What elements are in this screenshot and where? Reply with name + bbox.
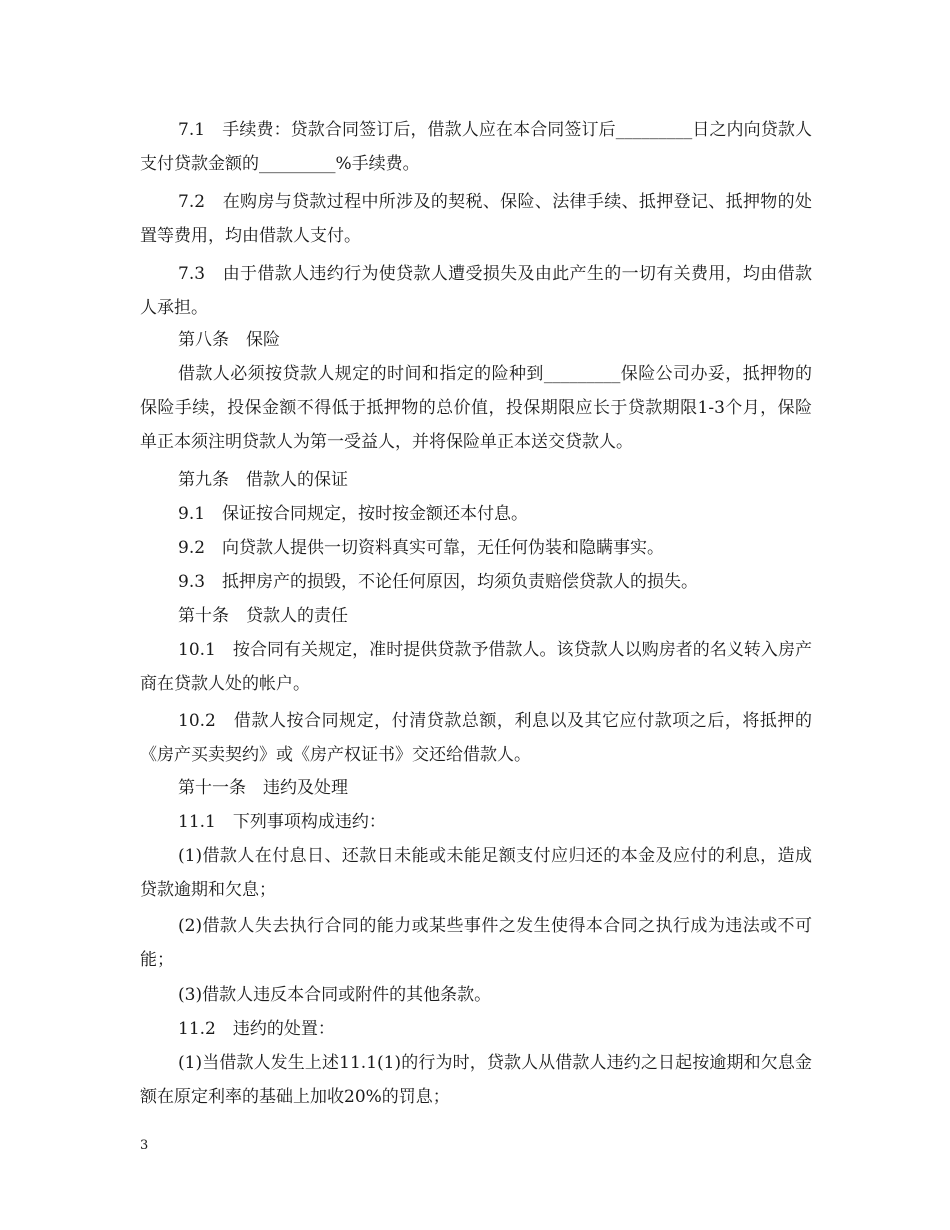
clause-9-2: 9.2 向贷款人提供一切资料真实可靠，无任何伪装和隐瞒事实。 [178, 538, 665, 558]
page-number: 3 [140, 1138, 149, 1153]
article-10-heading: 第十条 贷款人的责任 [178, 606, 348, 626]
clause-11-2: 11.2 违约的处置： [178, 1019, 335, 1039]
clause-9-3: 9.3 抵押房产的损毁，不论任何原因，均须负责赔偿贷款人的损失。 [178, 572, 699, 592]
violation-item-1: (1)借款人在付息日、还款日未能或未能足额支付应归还的本金及应付的利息，造成贷款逾期和欠息； [140, 846, 812, 900]
article-8-heading: 第八条 保险 [178, 330, 280, 350]
clause-11-1: 11.1 下列事项构成违约： [178, 812, 386, 832]
clause-7-1: 7.1 手续费：贷款合同签订后，借款人应在本合同签订后_________日之内向贷款人支付贷款金额的_________%手续费。 [140, 120, 812, 174]
handling-item-1: (1)当借款人发生上述11.1(1)的行为时，贷款人从借款人违约之日起按逾期和欠息金额在原定利率的基础上加收20%的罚息； [140, 1053, 812, 1107]
clause-9-1: 9.1 保证按合同规定，按时按金额还本付息。 [178, 504, 529, 524]
violation-item-2: (2)借款人失去执行合同的能力或某些事件之发生使得本合同之执行成为违法或不可能； [140, 916, 812, 970]
clause-7-2: 7.2 在购房与贷款过程中所涉及的契税、保险、法律手续、抵押登记、抵押物的处置等费用，均由借款人支付。 [140, 192, 812, 246]
violation-item-3: (3)借款人违反本合同或附件的其他条款。 [178, 985, 492, 1005]
clause-10-2: 10.2 借款人按合同规定，付清贷款总额，利息以及其它应付款项之后，将抵押的《房产买卖契约》或《房产权证书》交还给借款人。 [140, 711, 812, 765]
clause-7-3: 7.3 由于借款人违约行为使贷款人遭受损失及由此产生的一切有关费用，均由借款人承担。 [140, 264, 812, 318]
article-8-body: 借款人必须按贷款人规定的时间和指定的险种到_________保险公司办妥，抵押物的保险手续，投保金额不得低于抵押物的总价值，投保期限应长于贷款期限1-3个月，保险单正本须注明贷款人为第一受益人，并将保险单正本送交贷款人。 [140, 364, 812, 452]
article-11-heading: 第十一条 违约及处理 [178, 778, 348, 798]
article-9-heading: 第九条 借款人的保证 [178, 470, 348, 490]
clause-10-1: 10.1 按合同有关规定，准时提供贷款予借款人。该贷款人以购房者的名义转入房产商在贷款人处的帐户。 [140, 640, 812, 694]
